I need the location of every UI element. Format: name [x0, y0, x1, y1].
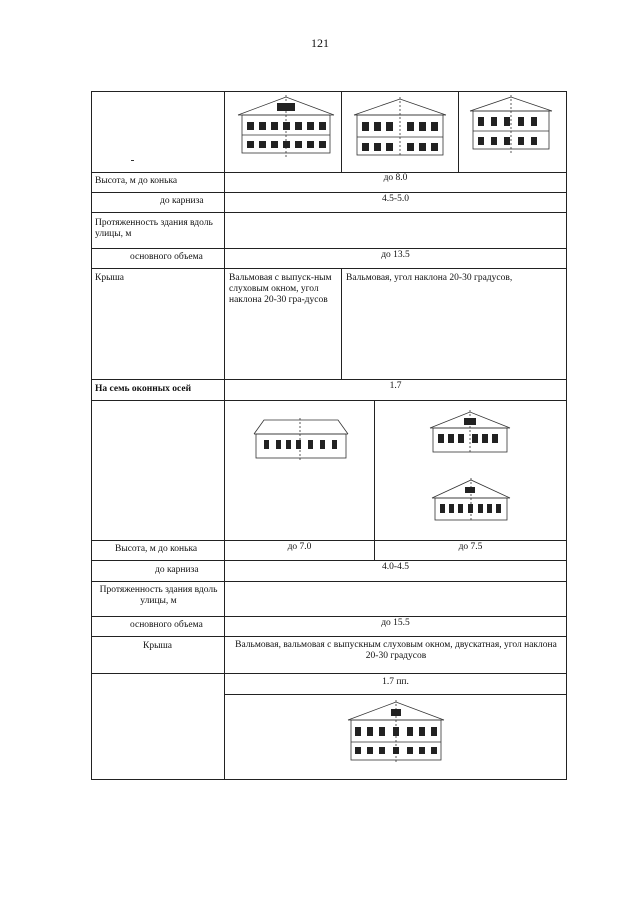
building-length-label-2: Протяженность здания вдоль улицы, м: [99, 585, 218, 606]
table-rule: [91, 560, 567, 561]
table-rule: [91, 212, 567, 213]
height-ridge-label: Высота, м до конька: [95, 176, 178, 186]
table-rule: [91, 192, 567, 193]
table-border-left: [91, 91, 92, 780]
roof-value-2: Вальмовая, вальмовая с выпускным слуховым окном, двускатная, угол наклона 20-30 градусов: [235, 640, 557, 661]
table-rule: [91, 779, 567, 780]
table-rule: [458, 91, 459, 172]
roof-value-hipped: Вальмовая, угол наклона 20-30 градусов,: [346, 273, 513, 283]
facade-drawing-one-storey-dormer: [428, 410, 512, 456]
roof-value-hipped-dormer: Вальмовая с выпуск-ным слуховым окном, угол наклона 20-30 гра-дусов: [229, 273, 332, 305]
facade-drawing-hipped-two-storey-small: [468, 95, 554, 155]
seven-window-axes-value: 1.7: [389, 381, 402, 391]
table-rule: [374, 400, 375, 560]
variant-label: 1.7 пп.: [382, 677, 409, 687]
table-rule: [91, 636, 567, 637]
height-ridge-value-2b: до 7.5: [458, 542, 483, 552]
main-volume-label-2: основного объема: [130, 620, 203, 630]
table-rule: [224, 694, 567, 695]
height-ridge-label-2: Высота, м до конька: [115, 544, 198, 554]
height-ridge-value: до 8.0: [383, 173, 408, 183]
roof-label: Крыша: [95, 273, 125, 283]
dash-mark: [131, 160, 134, 161]
facade-drawing-one-storey: [250, 418, 350, 464]
main-volume-value: до 13.5: [381, 250, 410, 260]
table-rule: [91, 616, 567, 617]
table-rule: [91, 540, 567, 541]
facade-drawing-hipped-dormer: [236, 95, 336, 159]
table-rule: [91, 400, 567, 401]
table-rule: [91, 248, 567, 249]
table-rule: [91, 581, 567, 582]
table-rule: [91, 379, 567, 380]
table-rule: [341, 268, 342, 379]
table-border-right: [566, 91, 567, 780]
table-rule: [91, 673, 567, 674]
roof-label-2: Крыша: [143, 641, 173, 651]
main-volume-label: основного объема: [130, 252, 203, 262]
building-length-label: Протяженность здания вдоль улицы, м: [95, 218, 213, 239]
table-rule: [91, 268, 567, 269]
facade-drawing-hipped-two-storey: [352, 97, 448, 159]
seven-window-axes-label: На семь оконных осей: [95, 384, 192, 394]
height-eave-label: до карниза: [160, 196, 204, 206]
height-ridge-value-2a: до 7.0: [287, 542, 312, 552]
facade-drawing-two-storey-dormer: [346, 700, 446, 766]
facade-drawing-one-storey-gable: [430, 478, 512, 524]
main-volume-value-2: до 15.5: [381, 618, 410, 628]
table-rule: [341, 91, 342, 172]
height-eave-value-2: 4.0-4.5: [382, 562, 409, 572]
height-eave-value: 4.5-5.0: [382, 194, 409, 204]
page-number: 121: [311, 36, 329, 50]
height-eave-label-2: до карниза: [155, 565, 199, 575]
table-rule: [91, 91, 567, 92]
